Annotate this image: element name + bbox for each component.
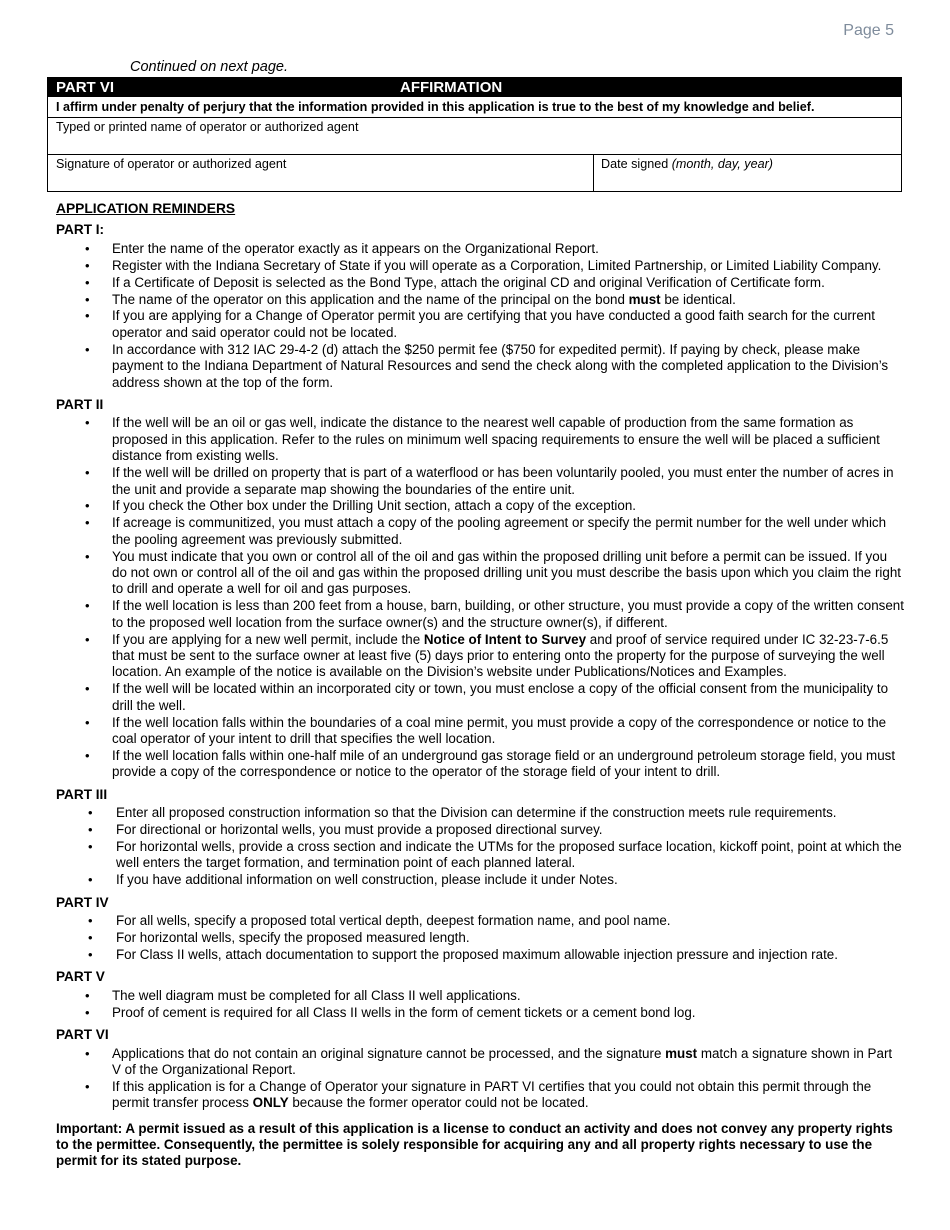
list-item: • For horizontal wells, provide a cross section and indicate the UTMs for the proposed surface location, kickoff point, point at which the well enters the target formation, and termination point of each planned lateral. <box>56 839 904 872</box>
list-item: • You must indicate that you own or control all of the oil and gas within the proposed drilling unit before a permit can be issued. If you do not own or control all of the oil and gas within the proposed drilling unit you must describe the basis upon which you claim the right to drill and operate a well for oil and gas purposes. <box>56 549 904 598</box>
part4-list <box>56 913 904 963</box>
signature-label: Signature of operator or authorized agent <box>56 157 287 171</box>
part6-list <box>56 1046 904 1112</box>
list-item: • Proof of cement is required for all Class II wells in the form of cement tickets or a cement bond log. <box>56 1005 904 1021</box>
date-format-hint: (month, day, year) <box>671 157 773 171</box>
operator-name-field[interactable] <box>48 118 901 155</box>
list-item: • For Class II wells, attach documentation to support the proposed maximum allowable injection pressure and injection rate. <box>56 947 904 963</box>
list-item: • If the well will be located within an incorporated city or town, you must enclose a copy of the official consent from the municipality to drill the well. <box>56 681 904 714</box>
part2-list <box>56 415 904 780</box>
date-signed-field[interactable] <box>594 155 901 191</box>
list-item: • Enter the name of the operator exactly as it appears on the Organizational Report. <box>56 241 904 257</box>
item-text: Applications that do not contain an original signature cannot be processed, and the signature <box>112 1045 666 1061</box>
list-item: • If you have additional information on well construction, please include it under Notes. <box>56 872 904 888</box>
item-emphasis: must <box>628 291 661 307</box>
list-item: • If a Certificate of Deposit is selected as the Bond Type, attach the original CD and original Verification of Certificate form. <box>56 275 904 291</box>
list-item <box>56 1079 904 1112</box>
application-reminders <box>56 201 904 1170</box>
affirmation-title: AFFIRMATION <box>400 79 503 96</box>
item-text: match a signature shown in Part V of the Organizational Report. <box>112 1045 893 1077</box>
affirmation-header <box>48 78 901 97</box>
continued-note: Continued on next page. <box>130 59 289 75</box>
list-item: • If the well will be drilled on property that is part of a waterflood or has been voluntarily pooled, you must enter the number of acres in the unit and provide a separate map showing the boundaries of the entire unit. <box>56 465 904 498</box>
part2-heading: PART II <box>56 396 104 412</box>
part1-list <box>56 241 904 391</box>
list-item: • If acreage is communitized, you must attach a copy of the pooling agreement or specify the permit number for the well under which the pooling agreement was previously submitted. <box>56 515 904 548</box>
list-item: • If you check the Other box under the Drilling Unit section, attach a copy of the exception. <box>56 498 904 514</box>
signature-row <box>48 155 901 191</box>
list-item: • In accordance with 312 IAC 29-4-2 (d) attach the $250 permit fee ($750 for expedited permit). If paying by check, please make payment to the Indiana Department of Natural Resources and send the check along with the completed application to the Division’s address shown at the top of the form. <box>56 342 904 391</box>
list-item <box>56 292 904 308</box>
item-text: If this application is for a Change of Operator your signature in PART VI certifies that you could not obtain this permit through the permit transfer process <box>112 1078 872 1111</box>
item-text: and proof of service required under IC 32-23-7-6.5 that must be sent to the surface owner at least five (5) days prior to entering onto the property for the purpose of surveying the well location. An example of the notice is available on the Division’s website under Publications/Notices and Examples. <box>112 631 889 680</box>
list-item: • The well diagram must be completed for all Class II well applications. <box>56 988 904 1004</box>
item-emphasis: ONLY <box>252 1095 289 1111</box>
item-text: because the former operator could not be located. <box>288 1095 589 1111</box>
affirmation-part-label: PART VI <box>56 79 115 96</box>
signature-field[interactable] <box>48 155 594 191</box>
part1-heading: PART I: <box>56 222 105 238</box>
list-item: • Enter all proposed construction information so that the Division can determine if the construction meets rule requirements. <box>56 805 904 821</box>
item-text: be identical. <box>660 291 736 307</box>
list-item: • If the well will be an oil or gas well, indicate the distance to the nearest well capable of production from the same formation as proposed in this application. Refer to the rules on minimum well spacing requirements to ensure the well will be placed a sufficient distance from existing wells. <box>56 415 904 464</box>
page-number: Page 5 <box>843 22 894 39</box>
part4-heading: PART IV <box>56 894 109 910</box>
part3-heading: PART III <box>56 786 108 802</box>
list-item: • Register with the Indiana Secretary of State if you will operate as a Corporation, Limited Partnership, or Limited Liability Company. <box>56 258 904 274</box>
part6-heading: PART VI <box>56 1027 109 1043</box>
item-emphasis: Notice of Intent to Survey <box>423 631 587 647</box>
list-item: • If the well location is less than 200 feet from a house, barn, building, or other structure, you must provide a copy of the written consent to the proposed well location from the surface owner(s) and the structure owner(s), if different. <box>56 598 904 631</box>
item-text: The name of the operator on this application and the name of the principal on the bond <box>112 291 629 307</box>
list-item <box>56 632 904 681</box>
operator-name-label: Typed or printed name of operator or authorized agent <box>56 120 359 134</box>
list-item: • For horizontal wells, specify the proposed measured length. <box>56 930 904 946</box>
reminders-title: APPLICATION REMINDERS <box>56 201 236 216</box>
part5-heading: PART V <box>56 969 105 985</box>
list-item: • If the well location falls within one-half mile of an underground gas storage field or an underground petroleum storage field, you must provide a copy of the correspondence or notice to the operator of the storage field of your intent to drill. <box>56 748 904 781</box>
list-item: • If you are applying for a Change of Operator permit you are certifying that you have conducted a good faith search for the current operator and said operator could not be located. <box>56 308 904 341</box>
date-signed-label: Date signed <box>601 157 669 171</box>
important-notice: Important: A permit issued as a result of this application is a license to conduct an activity and does not convey any property rights to the permittee. Consequently, the permittee is solely responsible for acquiring any and all property rights necessary to use the permit for its stated purpose. <box>56 1120 893 1169</box>
part3-list <box>56 805 904 889</box>
item-emphasis: must <box>665 1045 698 1061</box>
affirmation-statement: I affirm under penalty of perjury that the information provided in this application is true to the best of my knowledge and belief. <box>48 97 901 118</box>
list-item: • For directional or horizontal wells, you must provide a proposed directional survey. <box>56 822 904 838</box>
list-item: • If the well location falls within the boundaries of a coal mine permit, you must provide a copy of the correspondence or notice to the coal operator of your intent to drill that specifies the well location. <box>56 715 904 748</box>
list-item <box>56 1046 904 1079</box>
affirmation-section <box>47 77 902 192</box>
item-text: If you are applying for a new well permit, include the <box>112 631 424 647</box>
list-item: • For all wells, specify a proposed total vertical depth, deepest formation name, and pool name. <box>56 913 904 929</box>
part5-list <box>56 988 904 1021</box>
